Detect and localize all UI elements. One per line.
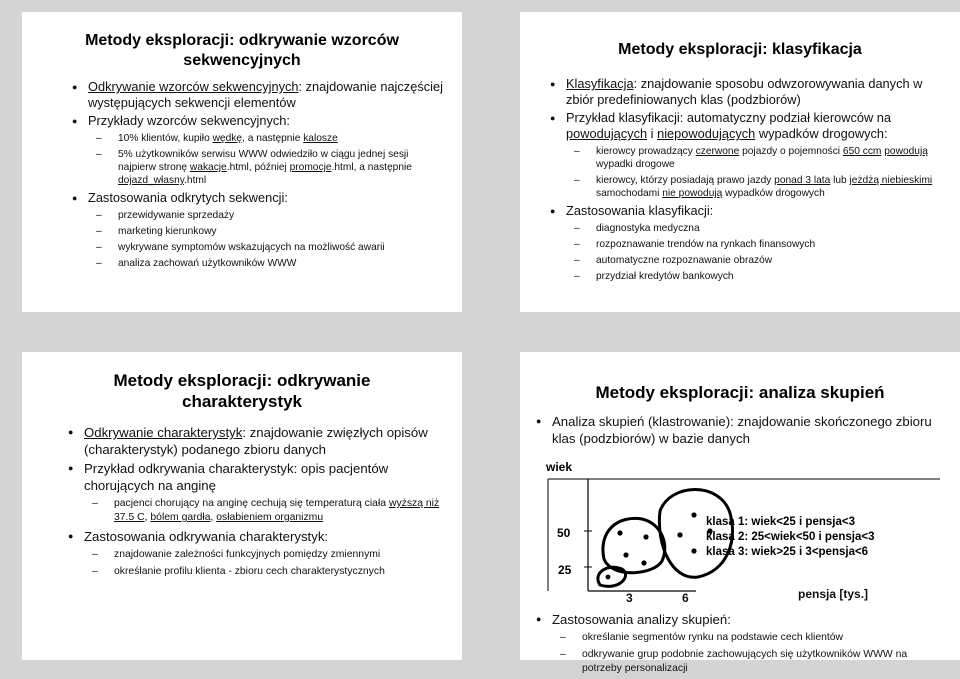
x-tick-label: 6 — [682, 591, 689, 605]
cluster-1-outline — [598, 567, 626, 586]
slide-title: Metody eksploracji: odkrywanie wzorców sekwencyjnych — [85, 32, 399, 69]
bullet-definition — [68, 424, 448, 458]
application-item: – znajdowanie zależności funkcyjnych pomiędzy zmiennymi — [84, 548, 448, 562]
underlined-term: kalosze — [303, 133, 338, 144]
data-point — [691, 548, 696, 553]
slide-sequential-patterns — [22, 12, 462, 312]
bullet-definition — [550, 76, 944, 108]
application-item: – określanie profilu klienta - zbioru cech charakterystycznych — [84, 565, 448, 579]
applications-heading: Zastosowania analizy skupień: — [552, 612, 731, 627]
x-tick-label: 3 — [626, 591, 633, 605]
underlined-term: powodujących — [566, 126, 648, 141]
text: kierowcy prowadzący — [596, 146, 696, 157]
bullet-example — [550, 110, 944, 200]
bullet-examples — [72, 113, 448, 187]
text: kierowcy, którzy posiadają prawo jazdy — [596, 175, 775, 186]
example-item — [88, 132, 448, 145]
underlined-term: nie powodują — [662, 188, 723, 199]
bullet-example — [68, 460, 448, 525]
example-heading: Przykład odkrywania charakterystyk: opis pacjentów chorujących na anginę — [84, 461, 389, 493]
text: .html, później — [226, 162, 290, 173]
x-axis-label: pensja [tys.] — [798, 587, 869, 601]
term-sequential-patterns: Odkrywanie wzorców sekwencyjnych — [88, 79, 299, 94]
example-item — [566, 145, 944, 171]
clustering-diagram — [520, 451, 960, 591]
application-item: – analiza zachowań użytkowników WWW — [88, 257, 448, 270]
underlined-term: wyższą niż 37.5 C — [114, 498, 440, 523]
application-item: – rozpoznawanie trendów na rynkach finansowych — [566, 238, 944, 251]
underlined-term: promocje — [289, 162, 332, 173]
bullet-definition: ● Analiza skupień (klastrowanie): znajdowanie skończonego zbioru klas (podzbiorów) w bazie danych — [536, 413, 946, 447]
text: lub — [830, 175, 850, 186]
text: , a następnie — [242, 133, 304, 144]
example-item — [84, 497, 448, 525]
text: 5% użytkowników serwisu WWW odwiedziło w ciągu jednej sesji najpierw stronę — [118, 149, 409, 173]
slide-title: Metody eksploracji: analiza skupień — [595, 383, 885, 402]
bullet-applications — [536, 611, 946, 676]
legend-class-1: klasa 1: wiek<25 i pensja<3 — [706, 516, 855, 528]
bullet-applications — [68, 528, 448, 579]
slide-title: Metody eksploracji: odkrywanie charakterystyk — [113, 371, 371, 411]
definition-text: : znajdowanie najczęściej występujących sekwencji elementów — [88, 79, 443, 110]
data-point — [691, 512, 696, 517]
data-point — [623, 552, 628, 557]
examples-heading: Przykłady wzorców sekwencyjnych: — [88, 113, 290, 128]
data-point — [606, 575, 611, 580]
text: wypadków drogowych — [722, 188, 825, 199]
bullet-list — [72, 79, 448, 270]
example-item — [566, 174, 944, 200]
underlined-term: bólem gardła — [150, 512, 211, 523]
text: 10% klientów, kupiło — [118, 133, 213, 144]
text: samochodami — [596, 188, 663, 199]
text: wypadków drogowych: — [755, 126, 888, 141]
application-item: – marketing kierunkowy — [88, 225, 448, 238]
underlined-term: 650 ccm — [842, 146, 882, 157]
underlined-term: osłabieniem organizmu — [216, 512, 324, 523]
definition-text: : znajdowanie sposobu odwzorowywania danych w zbiór predefiniowanych klas (podzbiorów) — [566, 76, 923, 107]
text: pacjenci chorujący na anginę cechują się temperaturą ciała — [114, 498, 389, 509]
legend-class-2: klasa 2: 25<wiek<50 i pensja<3 — [706, 531, 875, 543]
data-point — [677, 532, 682, 537]
application-item: – określanie segmentów rynku na podstawie cech klientów — [552, 631, 946, 645]
text: wypadki drogowe — [596, 159, 675, 170]
bullet-list — [68, 424, 448, 579]
text: , — [210, 512, 217, 523]
slide-classification — [520, 12, 960, 312]
underlined-term: wakacje — [189, 162, 227, 173]
legend-class-3: klasa 3: wiek>25 i 3<pensja<6 — [706, 546, 869, 558]
application-item: – odkrywanie grup podobnie zachowujących się użytkowników WWW na potrzeby personalizacji — [552, 648, 946, 676]
y-tick-label: 25 — [558, 563, 572, 577]
application-item: – automatyczne rozpoznawanie obrazów — [566, 254, 944, 267]
y-tick-label: 50 — [557, 526, 571, 540]
bullet-definition — [72, 79, 448, 111]
definition-text: : znajdowanie zwięzłych opisów (charakterystyk) podanego zbioru danych — [84, 425, 428, 457]
text: i — [647, 126, 658, 141]
data-point — [617, 530, 622, 535]
application-item: – przydział kredytów bankowych — [566, 270, 944, 283]
underlined-term: czerwone — [695, 146, 740, 157]
underlined-term: niepowodujących — [657, 126, 756, 141]
bullet-list — [536, 611, 946, 676]
underlined-term: ponad 3 lata — [774, 175, 831, 186]
cluster-2-outline — [603, 518, 665, 572]
text: .html — [184, 175, 207, 186]
underlined-term: jeżdżą niebieskimi — [849, 175, 933, 186]
x-axis-labels — [520, 587, 960, 609]
application-item: – wykrywane symptomów wskazujących na możliwość awarii — [88, 241, 448, 254]
applications-heading: Zastosowania klasyfikacji: — [566, 203, 714, 218]
underlined-term: dojazd_własny — [118, 175, 185, 186]
bullet-list — [536, 413, 946, 447]
term-characteristics: Odkrywanie charakterystyk — [84, 425, 243, 440]
applications-heading: Zastosowania odkrytych sekwencji: — [88, 190, 288, 205]
data-point — [643, 534, 648, 539]
text: , — [144, 512, 151, 523]
example-item — [88, 148, 448, 187]
term-classification: Klasyfikacja — [566, 76, 634, 91]
text: Przykład klasyfikacji: automatyczny podział kierowców na — [566, 110, 892, 125]
application-item: – przewidywanie sprzedaży — [88, 209, 448, 222]
bullet-applications — [550, 203, 944, 283]
applications-heading: Zastosowania odkrywania charakterystyk: — [84, 529, 329, 544]
slide-title: Metody eksploracji: klasyfikacja — [618, 41, 862, 58]
application-item: – diagnostyka medyczna — [566, 222, 944, 235]
slide-characteristics — [22, 352, 462, 660]
y-axis-label: wiek — [546, 460, 573, 474]
bullet-applications — [72, 190, 448, 270]
data-point — [641, 560, 646, 565]
underlined-term: powodują — [884, 146, 928, 157]
text: .html, a następnie — [331, 162, 412, 173]
slide-clustering — [520, 352, 960, 674]
bullet-list — [550, 76, 944, 283]
underlined-term: wędkę — [212, 133, 243, 144]
text: pojazdy o pojemności — [739, 146, 843, 157]
